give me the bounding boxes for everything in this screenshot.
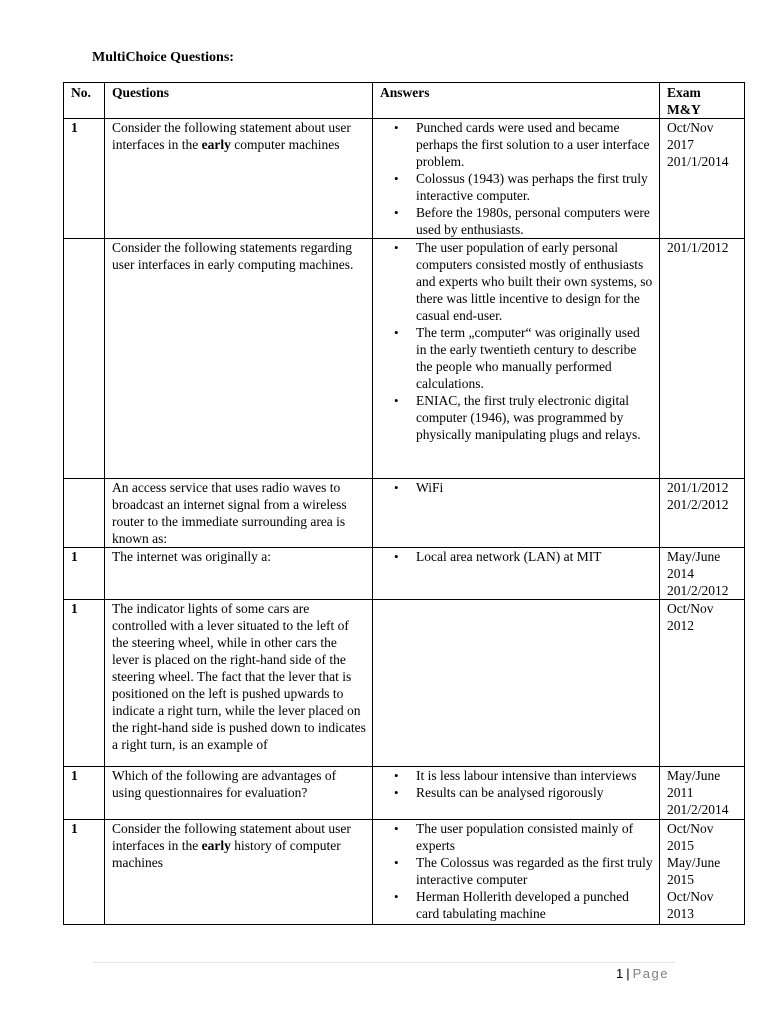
question-number: 1 bbox=[64, 548, 105, 600]
answers-cell bbox=[373, 479, 660, 548]
exam-date: 201/1/2014 bbox=[667, 154, 729, 169]
footer-divider bbox=[93, 962, 675, 963]
page-label: Page bbox=[632, 966, 669, 981]
emphasis: early bbox=[201, 137, 231, 152]
exam-date: May/June 2011 bbox=[667, 768, 721, 800]
answers-cell bbox=[373, 820, 660, 925]
exam-cell bbox=[660, 767, 745, 820]
exam-date: Oct/Nov 2017 bbox=[667, 120, 714, 152]
answers-cell bbox=[373, 548, 660, 600]
table-row bbox=[64, 820, 745, 925]
answer-list bbox=[380, 820, 653, 922]
questions-table bbox=[63, 82, 745, 925]
question-text: Consider the following statement about user interfaces in the early history of computer machines bbox=[105, 820, 373, 925]
answer-item: • The user population of early personal computers consisted mostly of enthusiasts and experts who built their own systems, so there was little incentive to design for the casual end-user. bbox=[416, 239, 653, 324]
answer-item: • It is less labour intensive than interviews bbox=[416, 767, 653, 784]
answer-item: • Local area network (LAN) at MIT bbox=[416, 548, 653, 565]
exam-date: Oct/Nov 2012 bbox=[667, 601, 714, 633]
answer-list bbox=[380, 119, 653, 238]
question-text: An access service that uses radio waves to broadcast an internet signal from a wireless router to the immediate surrounding area is known as: bbox=[105, 479, 373, 548]
answer-list bbox=[380, 767, 653, 801]
exam-cell bbox=[660, 239, 745, 479]
question-text: The internet was originally a: bbox=[105, 548, 373, 600]
question-text: Consider the following statement about user interfaces in the early computer machines bbox=[105, 119, 373, 239]
answer-item: • Herman Hollerith developed a punched card tabulating machine bbox=[416, 888, 653, 922]
exam-cell bbox=[660, 820, 745, 925]
table-row bbox=[64, 767, 745, 820]
table-row bbox=[64, 548, 745, 600]
question-number: 1 bbox=[64, 820, 105, 925]
answer-item: • WiFi bbox=[416, 479, 653, 496]
answers-cell bbox=[373, 767, 660, 820]
answers-cell bbox=[373, 239, 660, 479]
answer-item: • Punched cards were used and became perhaps the first solution to a user interface problem. bbox=[416, 119, 653, 170]
question-number bbox=[64, 239, 105, 479]
answer-item: • ENIAC, the first truly electronic digital computer (1946), was programmed by physically manipulating plugs and relays. bbox=[416, 392, 653, 443]
exam-date: May/June 2014 bbox=[667, 549, 721, 581]
exam-date: 201/1/2012 bbox=[667, 480, 729, 495]
exam-cell bbox=[660, 548, 745, 600]
table-row bbox=[64, 119, 745, 239]
header-questions: Questions bbox=[105, 83, 373, 119]
table-row bbox=[64, 600, 745, 767]
exam-date: Oct/Nov 2013 bbox=[667, 889, 714, 921]
question-number: 1 bbox=[64, 600, 105, 767]
answer-item: • The Colossus was regarded as the first truly interactive computer bbox=[416, 854, 653, 888]
exam-cell bbox=[660, 479, 745, 548]
exam-date: 201/2/2014 bbox=[667, 802, 729, 817]
answers-cell bbox=[373, 600, 660, 767]
exam-date: 201/1/2012 bbox=[667, 240, 729, 255]
answer-list bbox=[380, 479, 653, 496]
exam-date: May/June 2015 bbox=[667, 855, 721, 887]
answer-item: • The term „computer“ was originally used in the early twentieth century to describe the people who manually performed calculations. bbox=[416, 324, 653, 392]
page-footer bbox=[616, 966, 669, 981]
exam-cell bbox=[660, 600, 745, 767]
table-header-row bbox=[64, 83, 745, 119]
table-row bbox=[64, 479, 745, 548]
document-title: MultiChoice Questions: bbox=[92, 50, 234, 65]
exam-cell bbox=[660, 119, 745, 239]
answer-item: • Before the 1980s, personal computers were used by enthusiasts. bbox=[416, 204, 653, 238]
answer-item: • The user population consisted mainly of experts bbox=[416, 820, 653, 854]
question-number: 1 bbox=[64, 119, 105, 239]
answer-item: • Colossus (1943) was perhaps the first truly interactive computer. bbox=[416, 170, 653, 204]
header-no: No. bbox=[64, 83, 105, 119]
question-number bbox=[64, 479, 105, 548]
answer-list bbox=[380, 548, 653, 565]
table-row bbox=[64, 239, 745, 479]
answer-list bbox=[380, 239, 653, 443]
page-number: 1 bbox=[616, 966, 624, 981]
answers-cell bbox=[373, 119, 660, 239]
answer-item: • Results can be analysed rigorously bbox=[416, 784, 653, 801]
question-text: Consider the following statements regarding user interfaces in early computing machines. bbox=[105, 239, 373, 479]
question-text: Which of the following are advantages of using questionnaires for evaluation? bbox=[105, 767, 373, 820]
emphasis: early bbox=[201, 838, 231, 853]
exam-date: 201/2/2012 bbox=[667, 583, 729, 598]
question-number: 1 bbox=[64, 767, 105, 820]
exam-date: 201/2/2012 bbox=[667, 497, 729, 512]
header-exam: Exam M&Y bbox=[660, 83, 745, 119]
header-answers: Answers bbox=[373, 83, 660, 119]
exam-date: Oct/Nov 2015 bbox=[667, 821, 714, 853]
question-text: The indicator lights of some cars are controlled with a lever situated to the left of the steering wheel, while in other cars the lever is placed on the right-hand side of the steering wheel. The fact that the lever that is positioned on the left is pushed upwards to indicate a right turn, while the lever placed on the right-hand side is pushed down to indicates a right turn, is an example of bbox=[105, 600, 373, 767]
table-body bbox=[64, 119, 745, 925]
footer-separator: | bbox=[626, 966, 630, 981]
